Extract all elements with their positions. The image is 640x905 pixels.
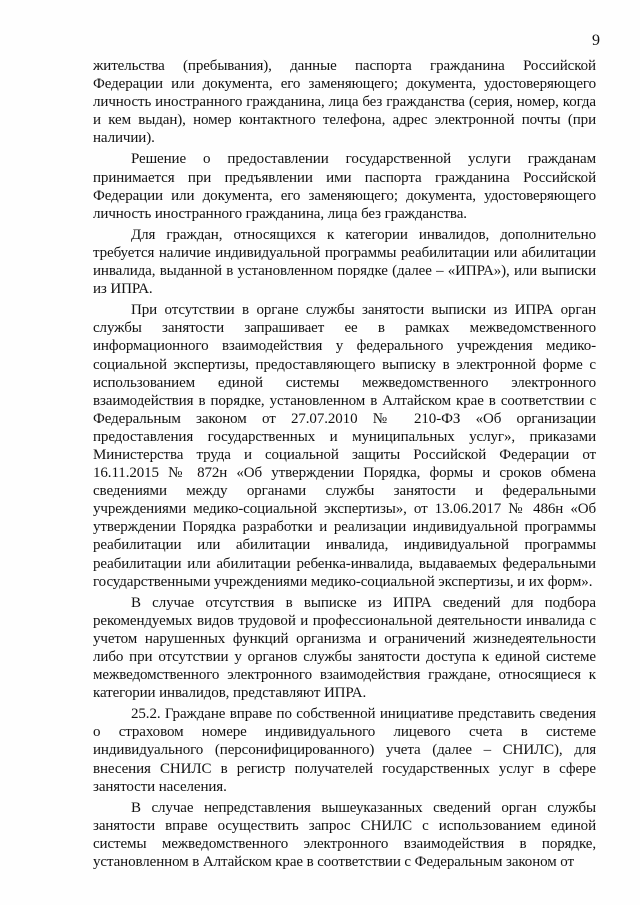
paragraph-decision: Решение о предоставлении государственной услуги гражданам принимается при предъявлении ими паспорта гражданина Российской Федерации или документа, его заменяющего; документа, удостоверяющего личность иностранного гражданина, лица без гражданства. (93, 151, 596, 222)
document-body (93, 57, 596, 872)
paragraph-residence-data: жительства (пребывания), данные паспорта гражданина Российской Федерации или документа, его заменяющего; документа, удостоверяющего личность иностранного гражданина, лица без гражданства (серия, номер, когда и кем выдан), номер контактного телефона, адрес электронной почты (при наличии). (93, 58, 596, 147)
paragraph-ipra-request: При отсутствии в органе службы занятости выписки из ИПРА орган службы занятости запрашивает ее в рамках межведомственного информационного взаимодействия у федерального учреждения медико-социальной экспертизы, предоставляющего выписку в электронной форме с использованием единой системы межведомственного электронного взаимодействия в порядке, установленном в Алтайском крае в соответствии с Федеральным законом от 27.07.2010 № 210-ФЗ «Об организации предоставления государственных и муниципальных услуг», приказами Министерства труда и социальной защиты Российской Федерации от 16.11.2015 № 872н «Об утверждении Порядка, формы и сроков обмена сведениями между органами службы занятости и федеральными учреждениями медико-социальной экспертизы», от 13.06.2017 № 486н «Об утверждении Порядка разработки и реализации индивидуальной программы реабилитации или абилитации инвалида, индивидуальной программы реабилитации или абилитации ребенка-инвалида, выдаваемых федеральными государственными учреждениями медико-социальной экспертизы, и их форм». (93, 302, 596, 590)
paragraph-snils-request: В случае непредставления вышеуказанных сведений орган службы занятости вправе осуществить запрос СНИЛС с использованием единой системы межведомственного электронного взаимодействия в порядке, установленном в Алтайском крае в соответствии с Федеральным законом от (93, 799, 596, 871)
page-number: 9 (592, 32, 600, 49)
paragraph-ipra-missing-data: В случае отсутствия в выписке из ИПРА сведений для подбора рекомендуемых видов трудовой и профессиональной деятельности инвалида с учетом нарушенных функций организма и ограничений жизнедеятельности либо при отсутствии у органов службы занятости доступа к единой системе межведомственного электронного взаимодействия граждане, относящиеся к категории инвалидов, представляют ИПРА. (93, 594, 596, 702)
paragraph-snils-25-2: 25.2. Граждане вправе по собственной инициативе представить сведения о страховом номере индивидуального лицевого счета в системе индивидуального (персонифицированного) учета (далее – СНИЛС), для внесения СНИЛС в регистр получателей государственных услуг в сфере занятости населения. (93, 706, 596, 795)
paragraph-disabled-citizens: Для граждан, относящихся к категории инвалидов, дополнительно требуется наличие индивидуальной программы реабилитации или абилитации инвалида, выданной в установленном порядке (далее – «ИПРА»), или выписки из ИПРА. (93, 226, 596, 298)
